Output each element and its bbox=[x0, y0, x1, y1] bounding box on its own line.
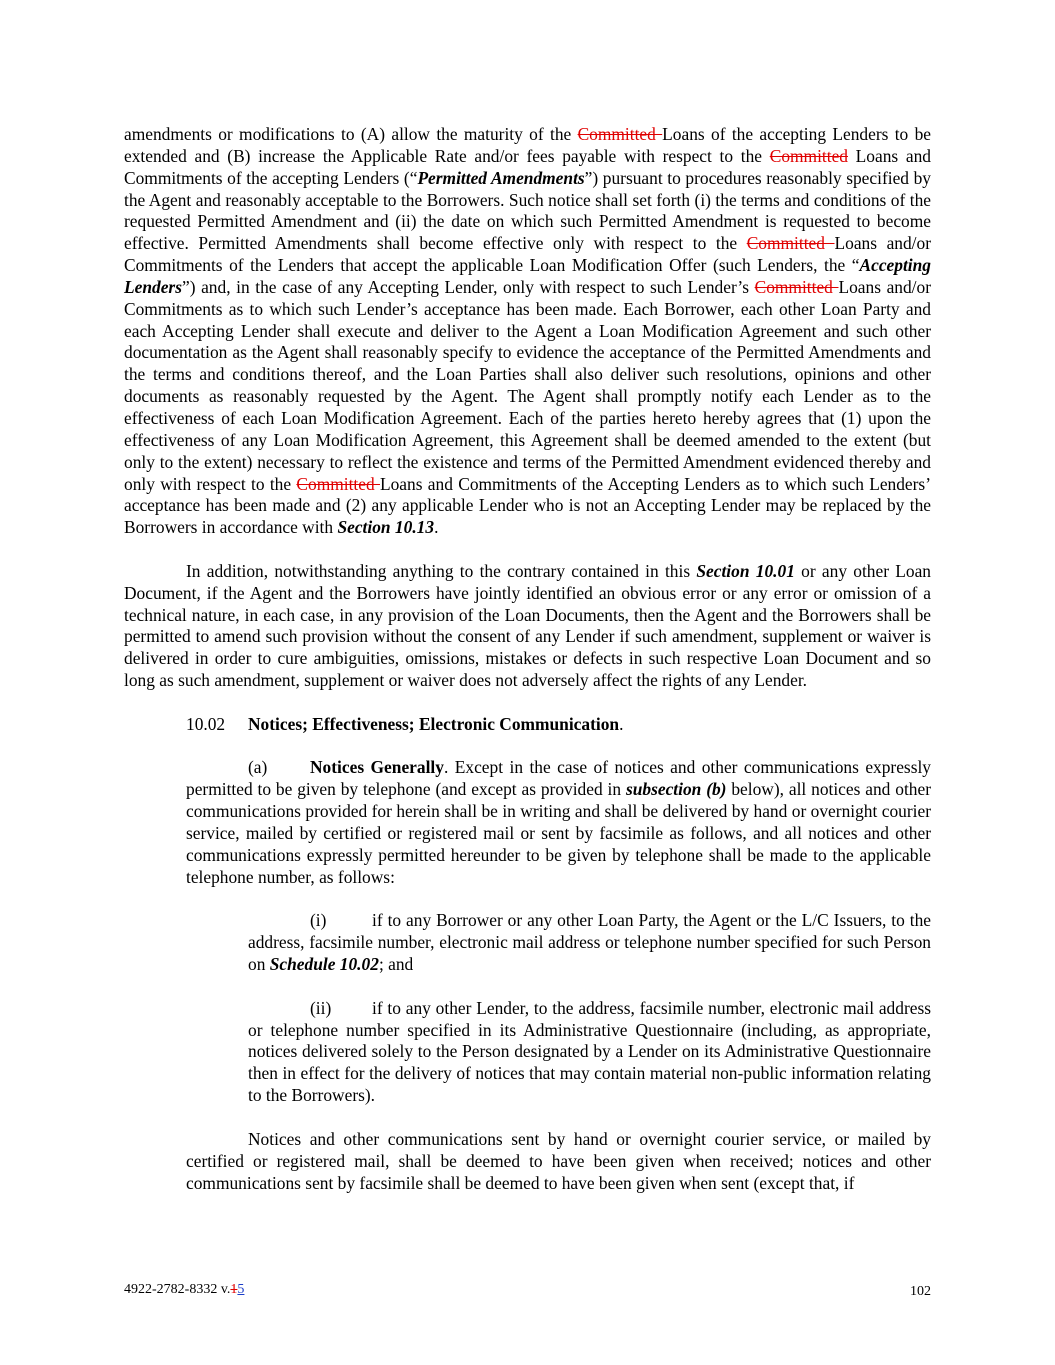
clause-label: (ii) bbox=[310, 997, 332, 1018]
clause-label: (a) bbox=[248, 757, 268, 778]
text: . bbox=[434, 517, 439, 538]
text: Loans and Commitments of the Accepting Lenders as to which such Lenders’ acceptance has been made and (2) any applicable Lender who is not an Accepting Lender may be replaced by the Borrowers in accordance with bbox=[124, 473, 931, 538]
deleted-text: Committed bbox=[746, 233, 835, 254]
section-reference: Section 10.01 bbox=[696, 560, 795, 581]
text: if to any other Lender, to the address, facsimile number, electronic mail address or telephone number specified in its Administrative Questionnaire (including, as appropriate, notices delivered solely to the Person designated by a Lender on its Administrative Questionnaire then in effect for the delivery of notices that may contain material non-public information relating to the Borrowers). bbox=[248, 997, 931, 1106]
text: . Except in the case of notices and other communications expressly permitted to be given by telephone (and except as provided in bbox=[186, 757, 931, 800]
clause-label: (i) bbox=[310, 910, 327, 931]
text: amendments or modifications to (A) allow the maturity of the bbox=[124, 124, 578, 144]
defined-term: Accepting Lenders bbox=[124, 255, 931, 297]
inserted-version: 5 bbox=[237, 1282, 245, 1297]
section-heading bbox=[186, 714, 931, 736]
doc-id-text: 4922-2782-8332 v. bbox=[124, 1282, 231, 1297]
paragraph-obvious-error bbox=[124, 561, 931, 692]
paragraph-clause-ii bbox=[248, 998, 931, 1107]
page-number: 102 bbox=[910, 1284, 931, 1299]
paragraph-notices-delivery bbox=[186, 1129, 931, 1195]
paragraph-permitted-amendments bbox=[124, 124, 931, 539]
clause-title: Notices Generally bbox=[310, 757, 444, 778]
section-reference: Section 10.13 bbox=[337, 517, 435, 538]
deleted-text: Committed bbox=[296, 473, 380, 494]
text: Loans and Commitments of the accepting Lenders (“ bbox=[124, 145, 931, 188]
deleted-text: Committed bbox=[577, 124, 663, 144]
text: ; and bbox=[378, 954, 414, 975]
text: ”) pursuant to procedures reasonably specified by the Agent and reasonably acceptable to the Borrowers. Such notice shall set forth (i) the terms and conditions of the requested Permitted Amendment and (ii) the date on which such Permitted Amendment is requested to become effective. Permitted Amendments shall become effective only with respect to the bbox=[124, 167, 931, 254]
text: Loans and/or Commitments of the Lenders that accept the applicable Loan Modification Offer (such Lenders, the “ bbox=[124, 233, 932, 276]
schedule-reference: Schedule 10.02 bbox=[269, 954, 379, 975]
text: . bbox=[619, 713, 624, 734]
deleted-text: Committed bbox=[754, 276, 839, 297]
text: if to any Borrower or any other Loan Party, the Agent or the L/C Issuers, to the address, facsimile number, electronic mail address or telephone number specified for such Person on bbox=[248, 910, 931, 975]
deleted-text: Committed bbox=[769, 145, 848, 166]
text: Loans and/or Commitments as to which such Lender’s acceptance has been made. Each Borrower, each other Loan Party and each Accepting Lender shall execute and deliver to the Agent a Loan Modification Agreement and such other documentation as the Agent shall reasonably specify to evidence the acceptance of the Permitted Amendments and the terms and conditions thereof, and the Loan Parties shall also deliver such resolutions, opinions and other documents as reasonably requested by the Agent. The Agent shall promptly notify each Lender as to the effectiveness of each Loan Modification Agreement. Each of the parties hereto hereby agrees that (1) upon the effectiveness of any Loan Modification Agreement, this Agreement shall be deemed amended to the extent (but only to the extent) necessary to reflect the existence and terms of the Permitted Amendment evidenced thereby and only with respect to the bbox=[124, 276, 931, 494]
section-number: 10.02 bbox=[186, 713, 226, 734]
text: Loans of the accepting Lenders to be extended and (B) increase the Applicable Rate and/or fees payable with respect to the bbox=[124, 124, 931, 166]
deleted-version: 1 bbox=[230, 1282, 238, 1297]
paragraph-clause-i bbox=[248, 910, 931, 976]
section-title: Notices; Effectiveness; Electronic Communication bbox=[248, 713, 620, 734]
document-page bbox=[124, 124, 931, 1194]
text: or any other Loan Document, if the Agent and the Borrowers have jointly identified an obvious error or any error or omission of a technical nature, in each case, in any provision of the Loan Documents, then the Agent and the Borrowers shall be permitted to amend such provision without the consent of any Lender if such amendment, supplement or waiver is delivered in order to cure ambiguities, omissions, mistakes or defects in such respective Loan Document and so long as such amendment, supplement or waiver does not adversely affect the rights of any Lender. bbox=[124, 560, 932, 691]
subsection-reference: subsection (b) bbox=[625, 779, 727, 800]
defined-term: Permitted Amendments bbox=[417, 167, 585, 188]
paragraph-notices-generally bbox=[186, 757, 931, 888]
text: Notices and other communications sent by hand or overnight courier service, or mailed by certified or registered mail, shall be deemed to have been given when received; notices and other communications sent by facsimile shall be deemed to have been given when sent (except that, if bbox=[186, 1128, 931, 1193]
text: below), all notices and other communications provided for herein shall be in writing and shall be delivered by hand or overnight courier service, mailed by certified or registered mail or sent by facsimile as follows, and all notices and other communications expressly permitted hereunder to be given by telephone shall be made to the applicable telephone number, as follows: bbox=[186, 779, 931, 887]
document-id bbox=[124, 1282, 244, 1298]
text: In addition, notwithstanding anything to the contrary contained in this bbox=[186, 560, 697, 581]
text: ”) and, in the case of any Accepting Lender, only with respect to such Lender’s bbox=[181, 276, 755, 297]
